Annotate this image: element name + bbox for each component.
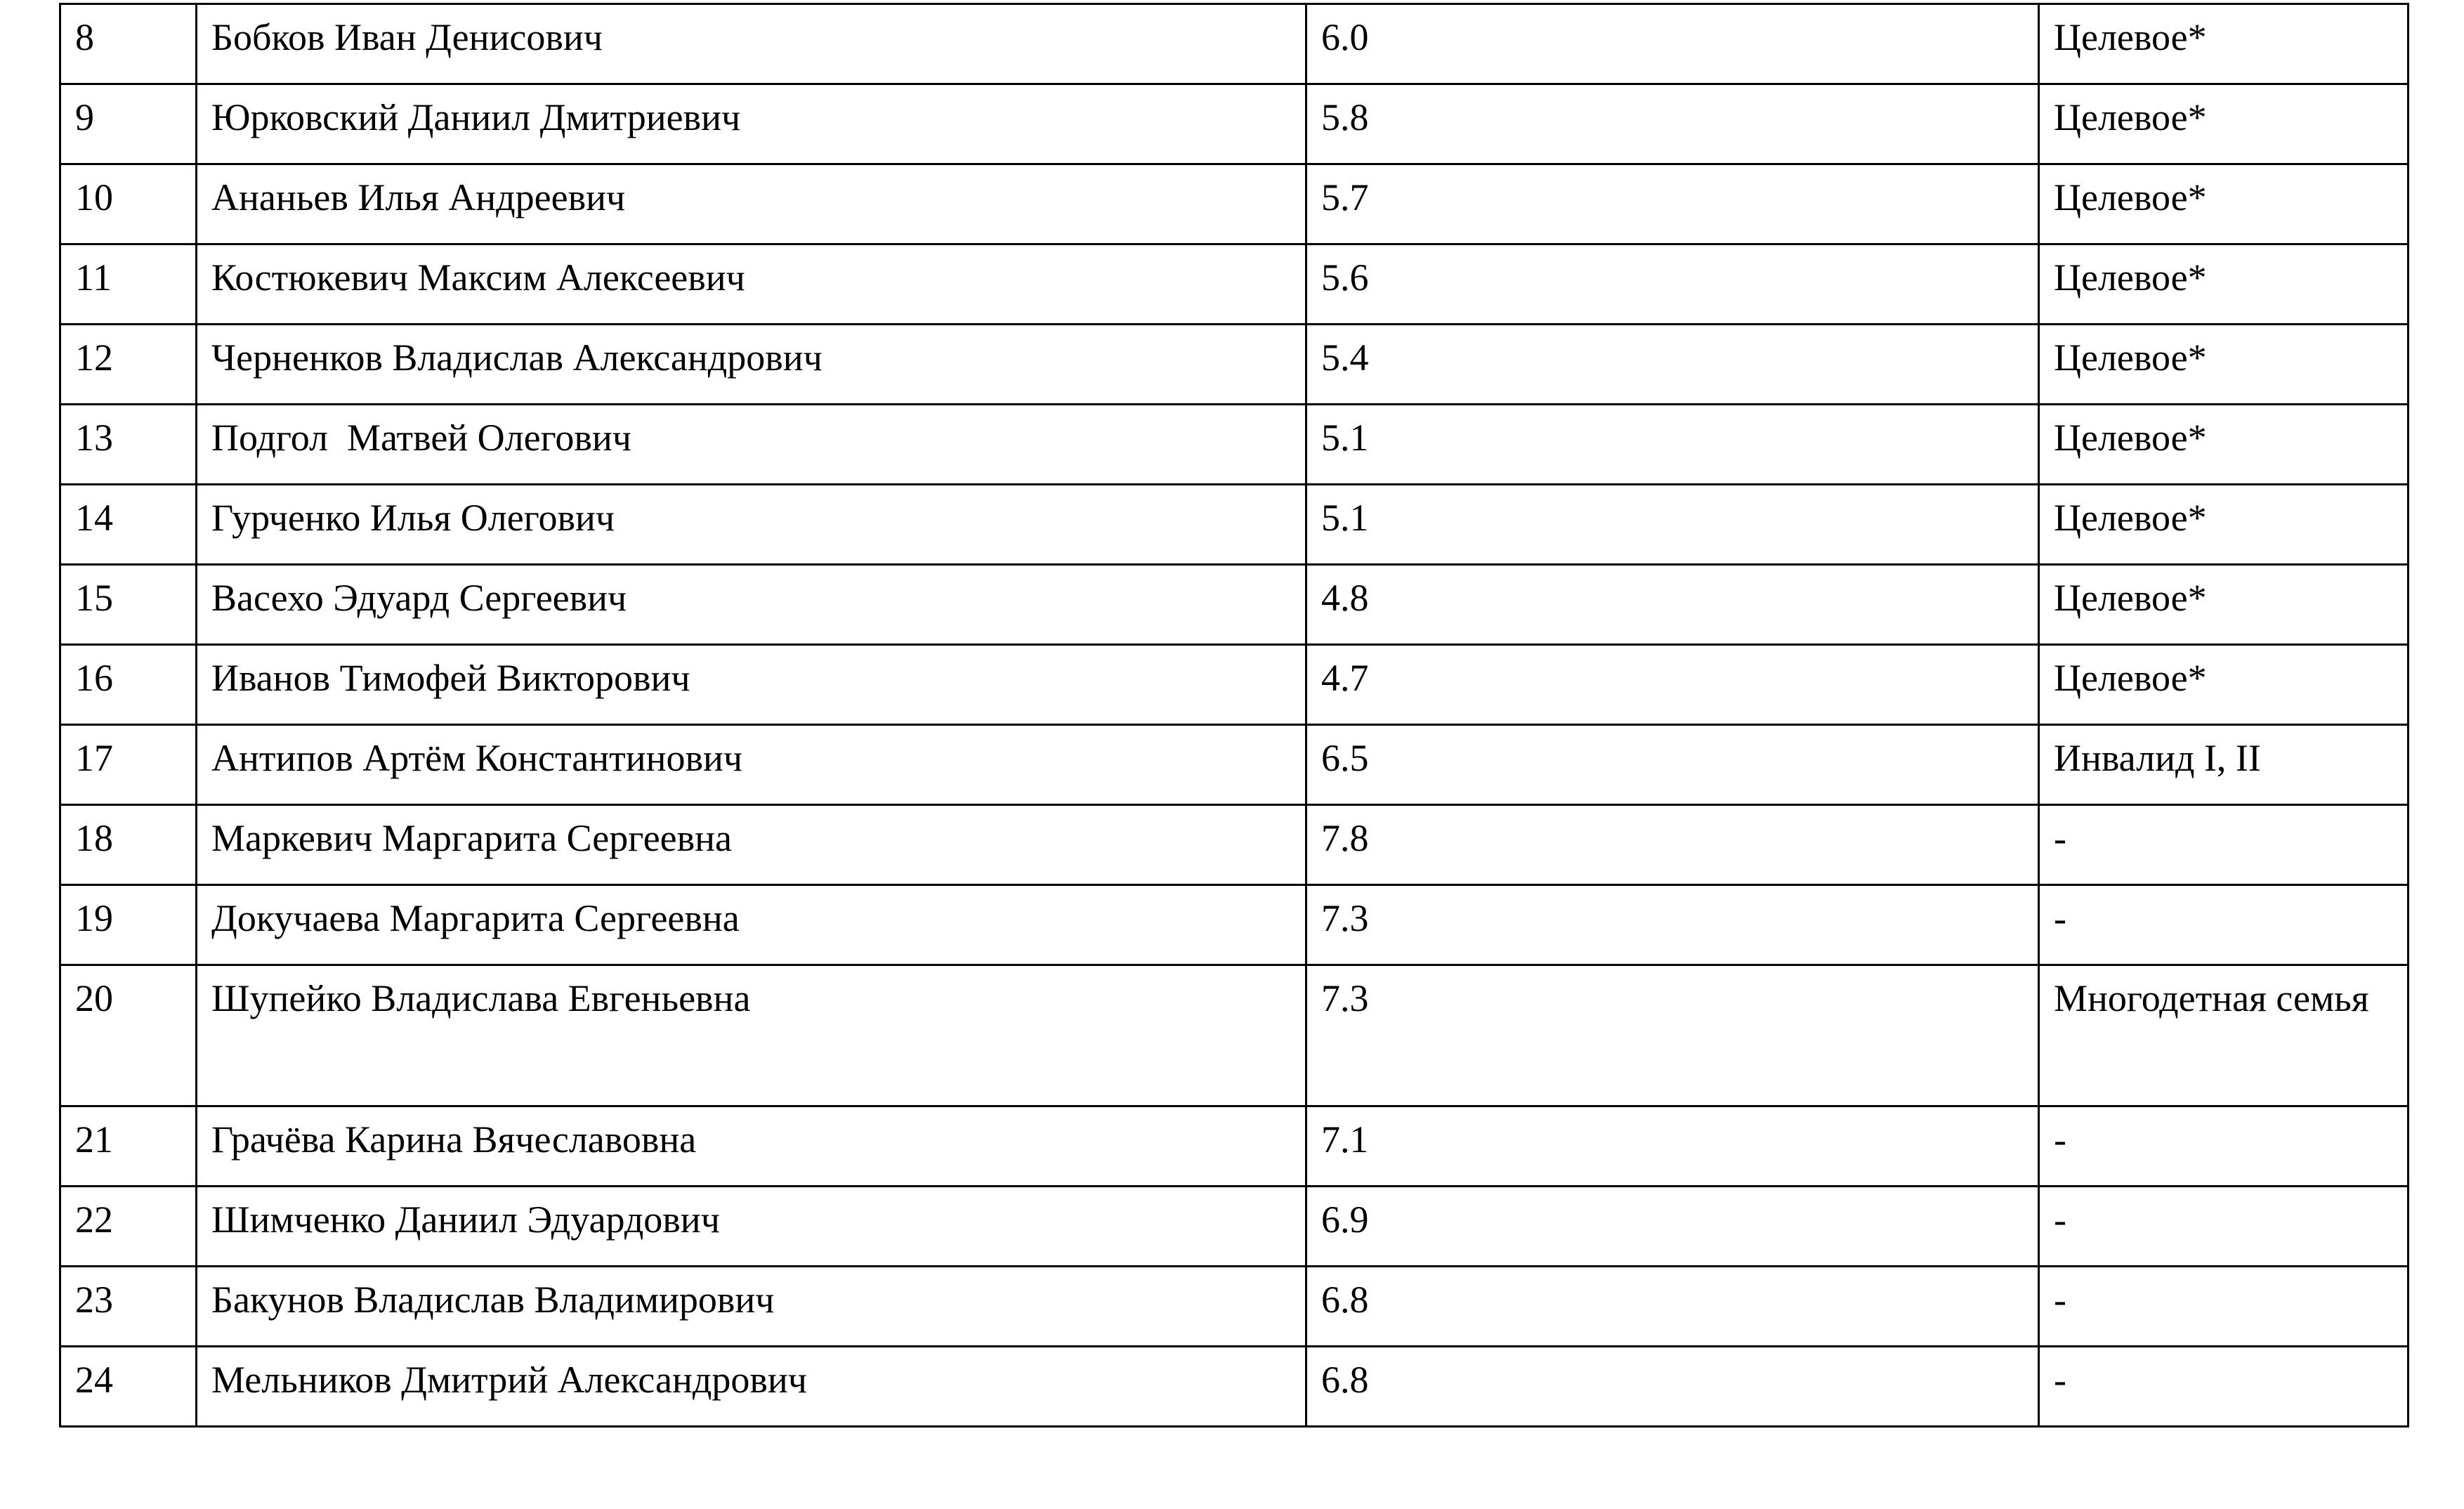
table-row [60, 325, 2409, 405]
full-name-cell: Гурченко Илья Олегович [197, 485, 1306, 565]
table-row [60, 1267, 2409, 1347]
table-row [60, 645, 2409, 725]
row-number-cell: 21 [60, 1106, 197, 1187]
table-row [60, 164, 2409, 244]
full-name-cell: Антипов Артём Константинович [197, 725, 1306, 805]
score-cell: 6.0 [1306, 4, 2039, 84]
full-name-cell: Костюкевич Максим Алексеевич [197, 244, 1306, 325]
full-name-cell: Маркевич Маргарита Сергеевна [197, 805, 1306, 885]
score-cell: 7.1 [1306, 1106, 2039, 1187]
category-cell: Целевое* [2039, 485, 2409, 565]
table-row [60, 1347, 2409, 1427]
row-number-cell: 15 [60, 565, 197, 645]
table-row [60, 485, 2409, 565]
row-number-cell: 22 [60, 1187, 197, 1267]
category-cell: Целевое* [2039, 325, 2409, 405]
category-cell: - [2039, 1106, 2409, 1187]
row-number-cell: 14 [60, 485, 197, 565]
row-number-cell: 20 [60, 965, 197, 1106]
score-cell: 5.1 [1306, 485, 2039, 565]
row-number-cell: 11 [60, 244, 197, 325]
category-cell: - [2039, 1347, 2409, 1427]
row-number-cell: 13 [60, 405, 197, 485]
category-cell: - [2039, 1267, 2409, 1347]
full-name-cell: Юрковский Даниил Дмитриевич [197, 84, 1306, 164]
score-cell: 6.5 [1306, 725, 2039, 805]
full-name-cell: Ананьев Илья Андреевич [197, 164, 1306, 244]
table-row [60, 885, 2409, 965]
row-number-cell: 12 [60, 325, 197, 405]
table-row [60, 4, 2409, 84]
score-cell: 5.1 [1306, 405, 2039, 485]
category-cell: Целевое* [2039, 565, 2409, 645]
score-cell: 5.8 [1306, 84, 2039, 164]
category-cell: Целевое* [2039, 4, 2409, 84]
row-number-cell: 24 [60, 1347, 197, 1427]
table-row [60, 965, 2409, 1106]
score-cell: 6.9 [1306, 1187, 2039, 1267]
category-cell: - [2039, 805, 2409, 885]
full-name-cell: Шупейко Владислава Евгеньевна [197, 965, 1306, 1106]
table-row [60, 565, 2409, 645]
category-cell: Инвалид I, II [2039, 725, 2409, 805]
applicants-table-body [60, 4, 2409, 1427]
full-name-cell: Бакунов Владислав Владимирович [197, 1267, 1306, 1347]
table-row [60, 805, 2409, 885]
full-name-cell: Иванов Тимофей Викторович [197, 645, 1306, 725]
table-row [60, 725, 2409, 805]
row-number-cell: 8 [60, 4, 197, 84]
row-number-cell: 17 [60, 725, 197, 805]
score-cell: 5.6 [1306, 244, 2039, 325]
full-name-cell: Мельников Дмитрий Александрович [197, 1347, 1306, 1427]
row-number-cell: 18 [60, 805, 197, 885]
row-number-cell: 16 [60, 645, 197, 725]
score-cell: 7.3 [1306, 965, 2039, 1106]
category-cell: Целевое* [2039, 405, 2409, 485]
full-name-cell: Докучаева Маргарита Сергеевна [197, 885, 1306, 965]
full-name-cell: Подгол Матвей Олегович [197, 405, 1306, 485]
category-cell: - [2039, 885, 2409, 965]
full-name-cell: Васехо Эдуард Сергеевич [197, 565, 1306, 645]
category-cell: Целевое* [2039, 244, 2409, 325]
score-cell: 6.8 [1306, 1347, 2039, 1427]
full-name-cell: Шимченко Даниил Эдуардович [197, 1187, 1306, 1267]
category-cell: Многодетная семья [2039, 965, 2409, 1106]
full-name-cell: Грачёва Карина Вячеславовна [197, 1106, 1306, 1187]
table-row [60, 1187, 2409, 1267]
row-number-cell: 23 [60, 1267, 197, 1347]
score-cell: 4.7 [1306, 645, 2039, 725]
applicants-table [59, 3, 2409, 1428]
score-cell: 4.8 [1306, 565, 2039, 645]
score-cell: 7.8 [1306, 805, 2039, 885]
row-number-cell: 10 [60, 164, 197, 244]
score-cell: 5.7 [1306, 164, 2039, 244]
full-name-cell: Черненков Владислав Александрович [197, 325, 1306, 405]
category-cell: Целевое* [2039, 84, 2409, 164]
category-cell: Целевое* [2039, 164, 2409, 244]
score-cell: 6.8 [1306, 1267, 2039, 1347]
table-row [60, 244, 2409, 325]
category-cell: - [2039, 1187, 2409, 1267]
table-row [60, 1106, 2409, 1187]
full-name-cell: Бобков Иван Денисович [197, 4, 1306, 84]
category-cell: Целевое* [2039, 645, 2409, 725]
row-number-cell: 19 [60, 885, 197, 965]
table-row [60, 84, 2409, 164]
score-cell: 7.3 [1306, 885, 2039, 965]
score-cell: 5.4 [1306, 325, 2039, 405]
table-row [60, 405, 2409, 485]
row-number-cell: 9 [60, 84, 197, 164]
